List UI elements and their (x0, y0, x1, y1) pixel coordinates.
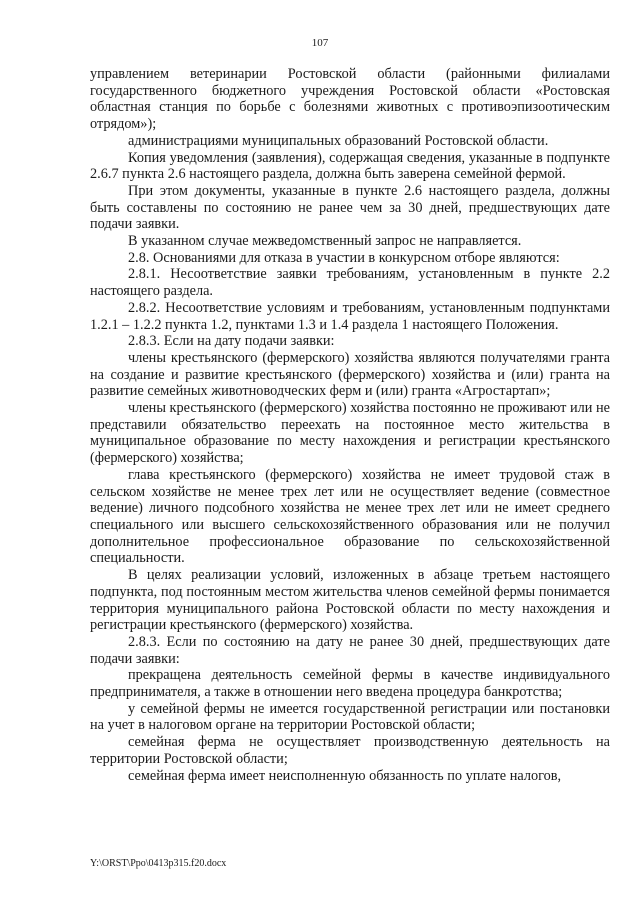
paragraph-2: администрациями муниципальных образований Ростовской области. (128, 132, 549, 149)
paragraph-14: 2.8.3. Если по состоянию на дату не ранее 30 дней, предшествующих дате подачи заявки: (90, 633, 610, 667)
paragraph-10: члены крестьянского (фермерского) хозяйства являются получателями гранта на создание и развитие крестьянского (фермерского) хозяйства и (или) гранта на развитие семейных животноводческих ферм и (или) гранта «Агростартап»; (90, 349, 610, 400)
paragraph-8: 2.8.2. Несоответствие условиям и требованиям, установленным подпунктами 1.2.1 – 1.2.2 пункта 1.2, пунктами 1.3 и 1.4 раздела 1 настоящего Положения. (90, 299, 610, 333)
paragraph-12: глава крестьянского (фермерского) хозяйства не имеет трудовой стаж в сельском хозяйстве не менее трех лет или не осуществляет ведение (совместное ведение) личного подсобного хозяйства не менее трех лет или не имеет среднего специального или высшего сельскохозяйственного образования или не получил дополнительное профессиональное образование по сельскохозяйственной специальности. (90, 466, 610, 567)
document-body (90, 66, 610, 784)
paragraph-5: В указанном случае межведомственный запрос не направляется. (128, 233, 522, 250)
paragraph-18: семейная ферма имеет неисполненную обязанность по уплате налогов, (128, 767, 562, 784)
paragraph-9: 2.8.3. Если на дату подачи заявки: (128, 333, 335, 350)
paragraph-6: 2.8. Основаниями для отказа в участии в конкурсном отборе являются: (128, 249, 560, 266)
paragraph-16: у семейной фермы не имеется государственной регистрации или постановки на учет в налоговом органе на территории Ростовской области; (90, 700, 610, 734)
page-number: 107 (311, 37, 329, 49)
paragraph-7: 2.8.1. Несоответствие заявки требованиям, установленным в пункте 2.2 настоящего раздела. (90, 266, 610, 300)
paragraph-1: управлением ветеринарии Ростовской области (районными филиалами государственного бюджетного учреждения Ростовской области «Ростовская областная станция по борьбе с болезнями животных с противоэпизоотическим отрядом»); (90, 66, 610, 133)
paragraph-17: семейная ферма не осуществляет производственную деятельность на территории Ростовской области; (90, 734, 610, 767)
paragraph-13: В целях реализации условий, изложенных в абзаце третьем настоящего подпункта, под постоянным местом жительства членов семейной фермы понимается территория муниципального района Ростовской области по месту нахождения и регистрации крестьянского (фермерского) хозяйства. (90, 567, 610, 634)
paragraph-3: Копия уведомления (заявления), содержащая сведения, указанные в подпункте 2.6.7 пункта 2.6 настоящего раздела, должна быть заверена семейной фермой. (90, 149, 610, 183)
footer-file-path: Y:\ORST\Ppo\0413p315.f20.docx (90, 858, 227, 869)
paragraph-15: прекращена деятельность семейной фермы в качестве индивидуального предпринимателя, а также в отношении него введена процедура банкротства; (90, 667, 610, 701)
paragraph-4: При этом документы, указанные в пункте 2.6 настоящего раздела, должны быть составлены по состоянию не ранее чем за 30 дней, предшествующих дате подачи заявки. (90, 182, 610, 233)
paragraph-11: члены крестьянского (фермерского) хозяйства постоянно не проживают или не представили обязательство переехать на постоянное место жительства в муниципальное образование по месту нахождения и регистрации крестьянского (фермерского) хозяйства; (90, 400, 610, 467)
